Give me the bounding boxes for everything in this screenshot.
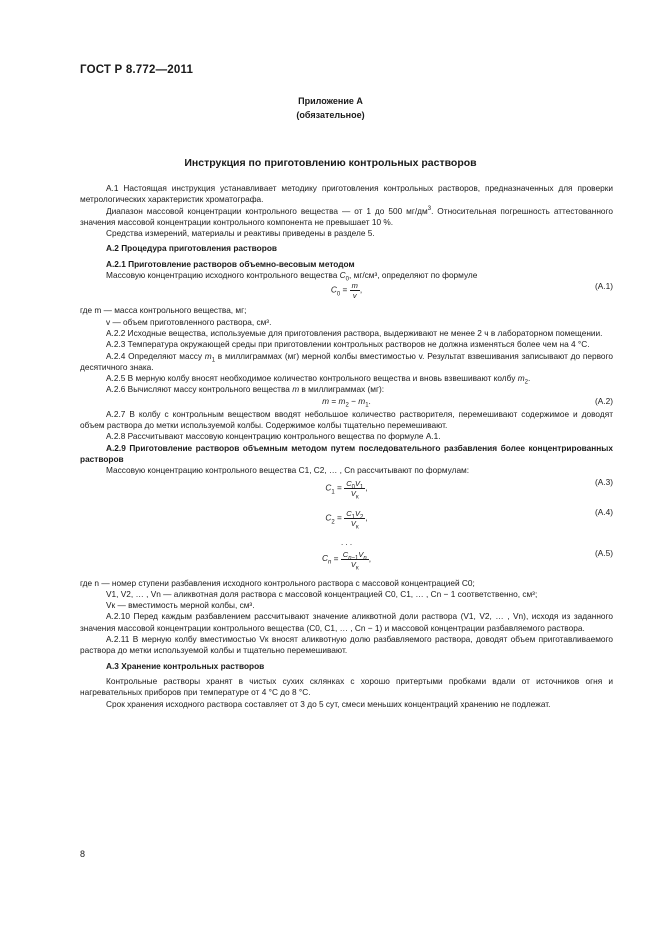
equation-number-a2: (А.2) xyxy=(595,395,613,406)
equation-number-a3: (А.3) xyxy=(595,476,613,487)
where-v: v — объем приготовленного раствора, см³. xyxy=(106,316,272,327)
paragraph-a1: А.1 Настоящая инструкция устанавливает методику приготовления контрольных растворов, предназначенных для проверки метрологических характеристик хроматографа. xyxy=(80,183,613,205)
equation-number-a1: (А.1) xyxy=(595,281,613,292)
formula-a4: $C_2$ = $\frac{C_1V_2}{V_к}$ , (А.4) xyxy=(325,506,613,531)
where-n: где n — номер ступени разбавления исходного контрольного раствора с массовой концентрацией C0; xyxy=(80,577,475,588)
section-a2-heading: А.2 Процедура приготовления растворов xyxy=(106,243,277,254)
where-V: V1, V2, … , Vn — аликвотная доля раствора с массовой концентрацией C0, C1, … , Cn − 1 соответственно, см³; xyxy=(106,588,538,599)
formula-ellipsis: . . . xyxy=(340,537,353,547)
paragraph-a211: А.2.11 В мерную колбу вместимостью Vк вносят аликвотную долю разбавляемого раствора, доводят объем приготавливаемого раствора до метки используемой колбы и тщательно перемешивают. xyxy=(80,634,613,656)
document-body xyxy=(80,183,613,710)
paragraph-a24: А.2.4 Определяют массу $m_1$ в миллиграммах (мг) мерной колбы вместимостью v. Результат взвешивания записывают до первого десятичного знака. xyxy=(80,350,613,372)
formula-a1: $C_0$ = $\frac{m}{v}$ , (А.1) xyxy=(330,281,613,301)
where-Vk: Vк — вместимость мерной колбы, см³. xyxy=(106,600,255,611)
paragraph-a21: Массовую концентрацию исходного контрольного вещества $C_0$, мг/см³, определяют по формуле xyxy=(106,270,478,283)
where-m: где m — масса контрольного вещества, мг; xyxy=(80,305,247,316)
section-a29-heading: А.2.9 Приготовление растворов объемным методом путем последовательного разбавления более концентрированных растворов xyxy=(80,442,613,464)
paragraph-a22: А.2.2 Исходные вещества, используемые для приготовления раствора, выдерживают не менее 2 ч в лабораторном помещении. xyxy=(106,327,603,338)
document-id: ГОСТ Р 8.772—2011 xyxy=(80,64,194,76)
paragraph-a23: А.2.3 Температура окружающей среды при приготовлении контрольных растворов не должна изменяться более чем на 4 °С. xyxy=(106,339,590,350)
formula-a2: $m = m_2 - m_1$. (А.2) xyxy=(322,395,613,409)
paragraph-a210: А.2.10 Перед каждым разбавлением рассчитывают значение аликвотной доли раствора (V1, V2, … , Vn), исходя из заданного значения массовой концентрации контрольного вещества (C0, C1, … , Cn − 1) и массовой концентрации разбавляемого раствора. xyxy=(80,611,613,633)
paragraph-a26: А.2.6 Вычисляют массу контрольного вещества m в миллиграммах (мг): xyxy=(106,384,385,395)
paragraph-range: Диапазон массовой концентрации контрольного вещества — от 1 до 500 $мг/дм^3$. Относительная погрешность аттестованного значения массовой концентрации контрольного компонента не превышает 10 %. xyxy=(80,205,614,227)
paragraph-means: Средства измерений, материалы и реактивы приведены в разделе 5. xyxy=(106,228,375,239)
paragraph-a28: А.2.8 Рассчитывают массовую концентрацию контрольного вещества по формуле А.1. xyxy=(106,431,441,442)
formula-a5: $C_n$ = $\frac{C_{n-1}V_n}{V_к}$ , (А.5) xyxy=(321,547,613,572)
formula-a3: $C_1$ = $\frac{C_0V_1}{V_к}$ , (А.3) xyxy=(325,476,613,501)
section-a3-heading: А.3 Хранение контрольных растворов xyxy=(106,660,265,671)
main-title: Инструкция по приготовлению контрольных растворов xyxy=(184,157,477,169)
page-number: 8 xyxy=(80,849,86,859)
paragraph-a31: Контрольные растворы хранят в чистых сухих склянках с хорошо притертыми пробками вдали от источников огня и нагревательных приборов при температуре от 4 °С до 8 °С. xyxy=(80,675,613,698)
paragraph-a27: А.2.7 В колбу с контрольным веществом вводят небольшое количество растворителя, перемешивают содержимое и доводят объем раствора до метки используемой колбы. Содержимое колбы тщательно перемешивают. xyxy=(80,408,613,431)
paragraph-a25: А.2.5 В мерную колбу вносят необходимое количество контрольного вещества и вновь взвешивают колбу $m_2$. xyxy=(106,373,531,386)
equation-number-a5: (А.5) xyxy=(595,547,613,558)
paragraph-a32: Срок хранения исходного раствора составляет от 3 до 5 сут, смеси меньших концентраций хранению не подлежат. xyxy=(106,698,551,709)
equation-number-a4: (А.4) xyxy=(595,506,613,517)
appendix-subtitle: (обязательное) xyxy=(296,110,365,120)
paragraph-a29: Массовую концентрацию контрольного вещества C1, C2, … , Cn рассчитывают по формулам: xyxy=(106,465,470,476)
appendix-title: Приложение А xyxy=(298,96,363,106)
section-a21-heading: А.2.1 Приготовление растворов объемно-весовым методом xyxy=(106,258,355,269)
